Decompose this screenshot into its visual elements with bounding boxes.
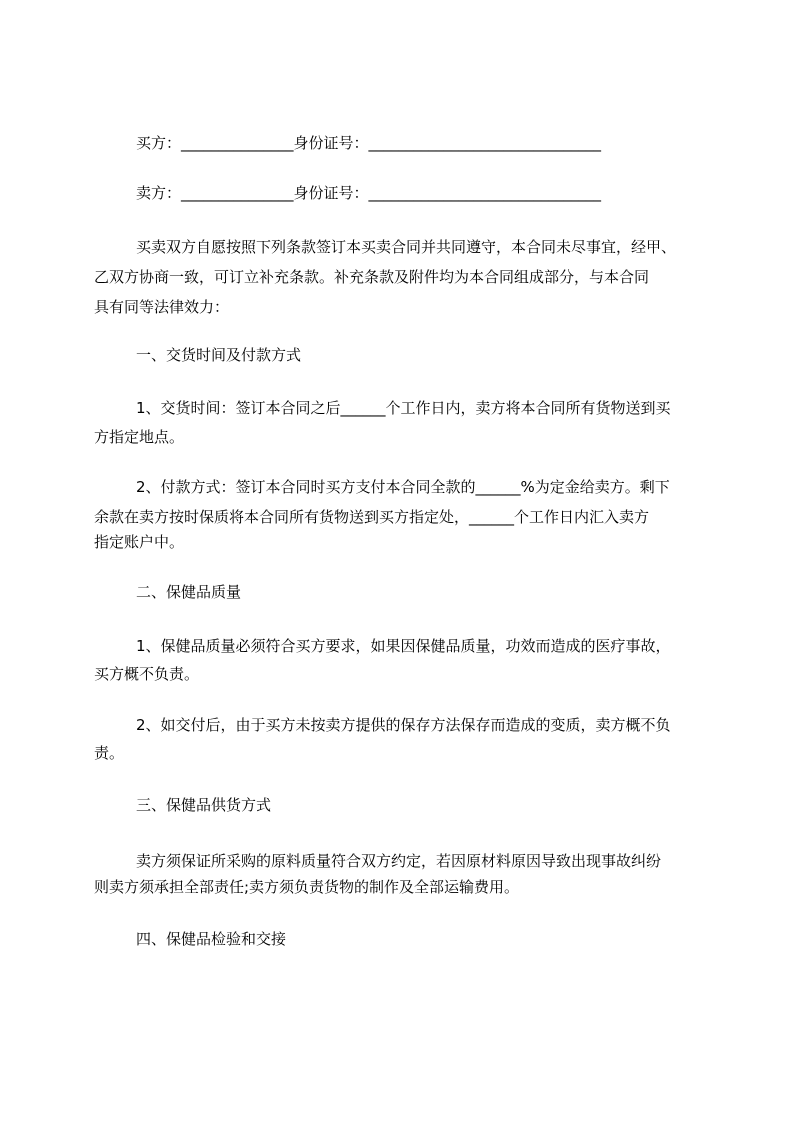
intro-line-2: 乙双方协商一致，可订立补充条款。补充条款及附件均为本合同组成部分，与本合同 <box>94 268 650 286</box>
s2-item1-line-1: 1、保健品质量必须符合买方要求，如果因保健品质量，功效而造成的医疗事故， <box>136 637 671 655</box>
intro-line-3: 具有同等法律效力： <box>94 298 230 316</box>
s1-item2-line-1: 2、付款方式：签订本合同时买方支付本合同全款的______%为定金给卖方。剩下 <box>136 478 670 496</box>
s3-body-line-1: 卖方须保证所采购的原料质量符合双方约定，若因原材料原因导致出现事故纠纷 <box>136 852 662 870</box>
s3-body-line-2: 则卖方须承担全部责任;卖方须负责货物的制作及全部运输费用。 <box>94 878 520 896</box>
s2-item2-line-1: 2、如交付后，由于买方未按卖方提供的保存方法保存而造成的变质，卖方概不负 <box>136 716 671 734</box>
s1-item1-line-2: 方指定地点。 <box>94 428 185 446</box>
section-2-heading: 二、保健品质量 <box>136 583 242 601</box>
section-3-heading: 三、保健品供货方式 <box>136 796 272 814</box>
section-1-heading: 一、交货时间及付款方式 <box>136 346 302 364</box>
s2-item1-line-2: 买方概不负责。 <box>94 665 200 683</box>
intro-line-1: 买卖双方自愿按照下列条款签订本买卖合同并共同遵守，本合同未尽事宜，经甲、 <box>136 238 677 256</box>
s2-item2-line-2: 责。 <box>94 744 125 762</box>
seller-line: 卖方：_______________身份证号：_______________________________ <box>136 184 602 202</box>
s1-item2-line-3: 指定账户中。 <box>94 533 185 551</box>
section-4-heading: 四、保健品检验和交接 <box>136 930 287 948</box>
s1-item1-line-1: 1、交货时间：签订本合同之后______个工作日内，卖方将本合同所有货物送到买 <box>136 399 671 417</box>
s1-item2-line-2: 余款在卖方按时保质将本合同所有货物送到买方指定处，______个工作日内汇入卖方 <box>94 508 650 526</box>
buyer-line: 买方：_______________身份证号：_______________________________ <box>136 134 602 152</box>
